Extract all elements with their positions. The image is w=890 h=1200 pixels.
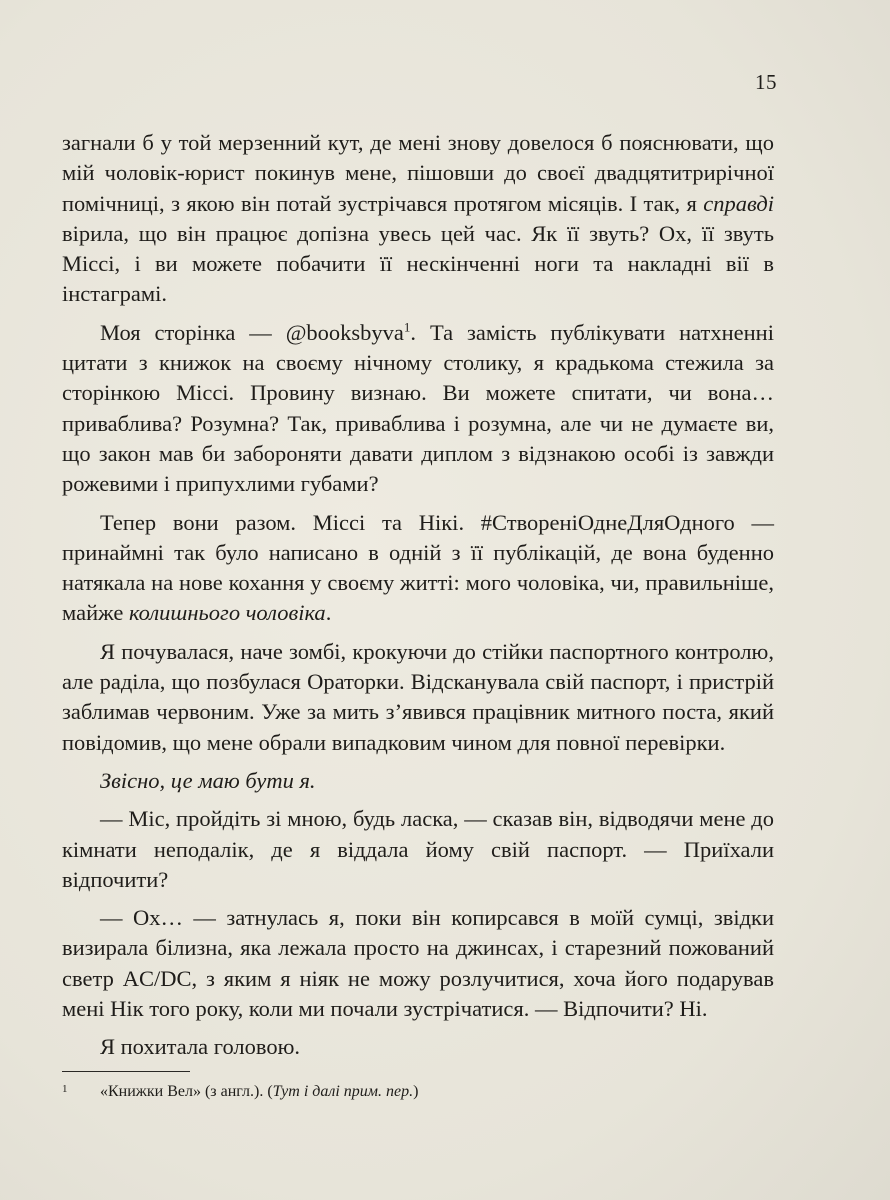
paragraph-5	[62, 766, 774, 796]
paragraph-4: Я почувалася, наче зомбі, крокуючи до стійки паспортного контролю, але раділа, що позбулася Ораторки. Відсканувала свій паспорт, і пристрій заблимав червоним. Уже за мить з’явився працівник митного поста, який повідомив, що мене обрали випадковим чином для повної перевірки.	[62, 638, 774, 755]
footnote-divider	[62, 1071, 190, 1072]
body-text	[62, 128, 774, 1063]
paragraph-6: — Міс, пройдіть зі мною, будь ласка, — сказав він, відводячи мене до кімнати неподалік, де я віддала йому свій паспорт. — Приїхали відпочити?	[62, 806, 774, 892]
footnote-reference: 1	[403, 319, 411, 335]
page-number: 15	[755, 70, 777, 94]
footnote-text: «Книжки Вел» (з англ.). (	[100, 1083, 273, 1100]
footnote-text-end: )	[413, 1083, 419, 1100]
footnote-mark: 1	[62, 1083, 68, 1095]
paragraph-1-text: загнали б у той мерзенний кут, де мені знову довелося б пояснювати, що мій чоловік-юрист покинув мене, пішовши до своєї двадцятитрирічної помічниці, з якою він потай зустрічався протягом місяців. І так, я	[62, 130, 774, 216]
footnote	[62, 1080, 774, 1104]
paragraph-2-text-rest: . Та замість публікувати натхненні цитати з книжок на своєму нічному столику, я крадькома стежила за сторінкою Міссі. Провину визнаю. Ви можете спитати, чи вона… приваблива? Розумна? Так, приваблива і розумна, але чи не думаєте ви, що закон мав би забороняти давати диплом з відзнакою особі із завжди рожевими і припухлими губами?	[62, 319, 774, 497]
paragraph-2-text: Моя сторінка — @booksbyva	[100, 319, 404, 345]
paragraph-7: — Ох… — затнулась я, поки він копирсався в моїй сумці, звідки визирала білизна, яка лежала просто на джинсах, і старезний пожований светр AC/DC, з яким я ніяк не можу розлучитися, хоча його подарував мені Нік того року, коли ми почали зустрічатися. — Відпочити? Ні.	[62, 905, 774, 1022]
paragraph-3-text-rest: .	[325, 600, 332, 626]
paragraph-3-text: Тепер вони разом. Міссі та Нікі. #СтвореніОднеДляОдного — принаймні так було написано в одній з її публікацій, де вона буденно натякала на нове кохання у своєму житті: мого чоловіка, чи, правильніше, майже	[62, 509, 774, 626]
paragraph-3-emphasis: колишнього чоловіка	[128, 600, 326, 626]
paragraph-5-emphasis: Звісно, це маю бути я.	[100, 767, 316, 793]
paragraph-8: Я похитала головою.	[100, 1034, 301, 1060]
footnote-emphasis: Тут і далі прим. пер.	[272, 1083, 414, 1100]
paragraph-1-text-rest: вірила, що він працює допізна увесь цей час. Як її звуть? Ох, її звуть Міссі, і ви можете побачити її нескінченні ноги та накладні вії в інстаграмі.	[62, 220, 774, 307]
paragraph-1	[62, 128, 774, 310]
paragraph-3	[62, 508, 774, 629]
paragraph-1-emphasis: справді	[703, 190, 774, 216]
paragraph-2	[62, 318, 774, 500]
